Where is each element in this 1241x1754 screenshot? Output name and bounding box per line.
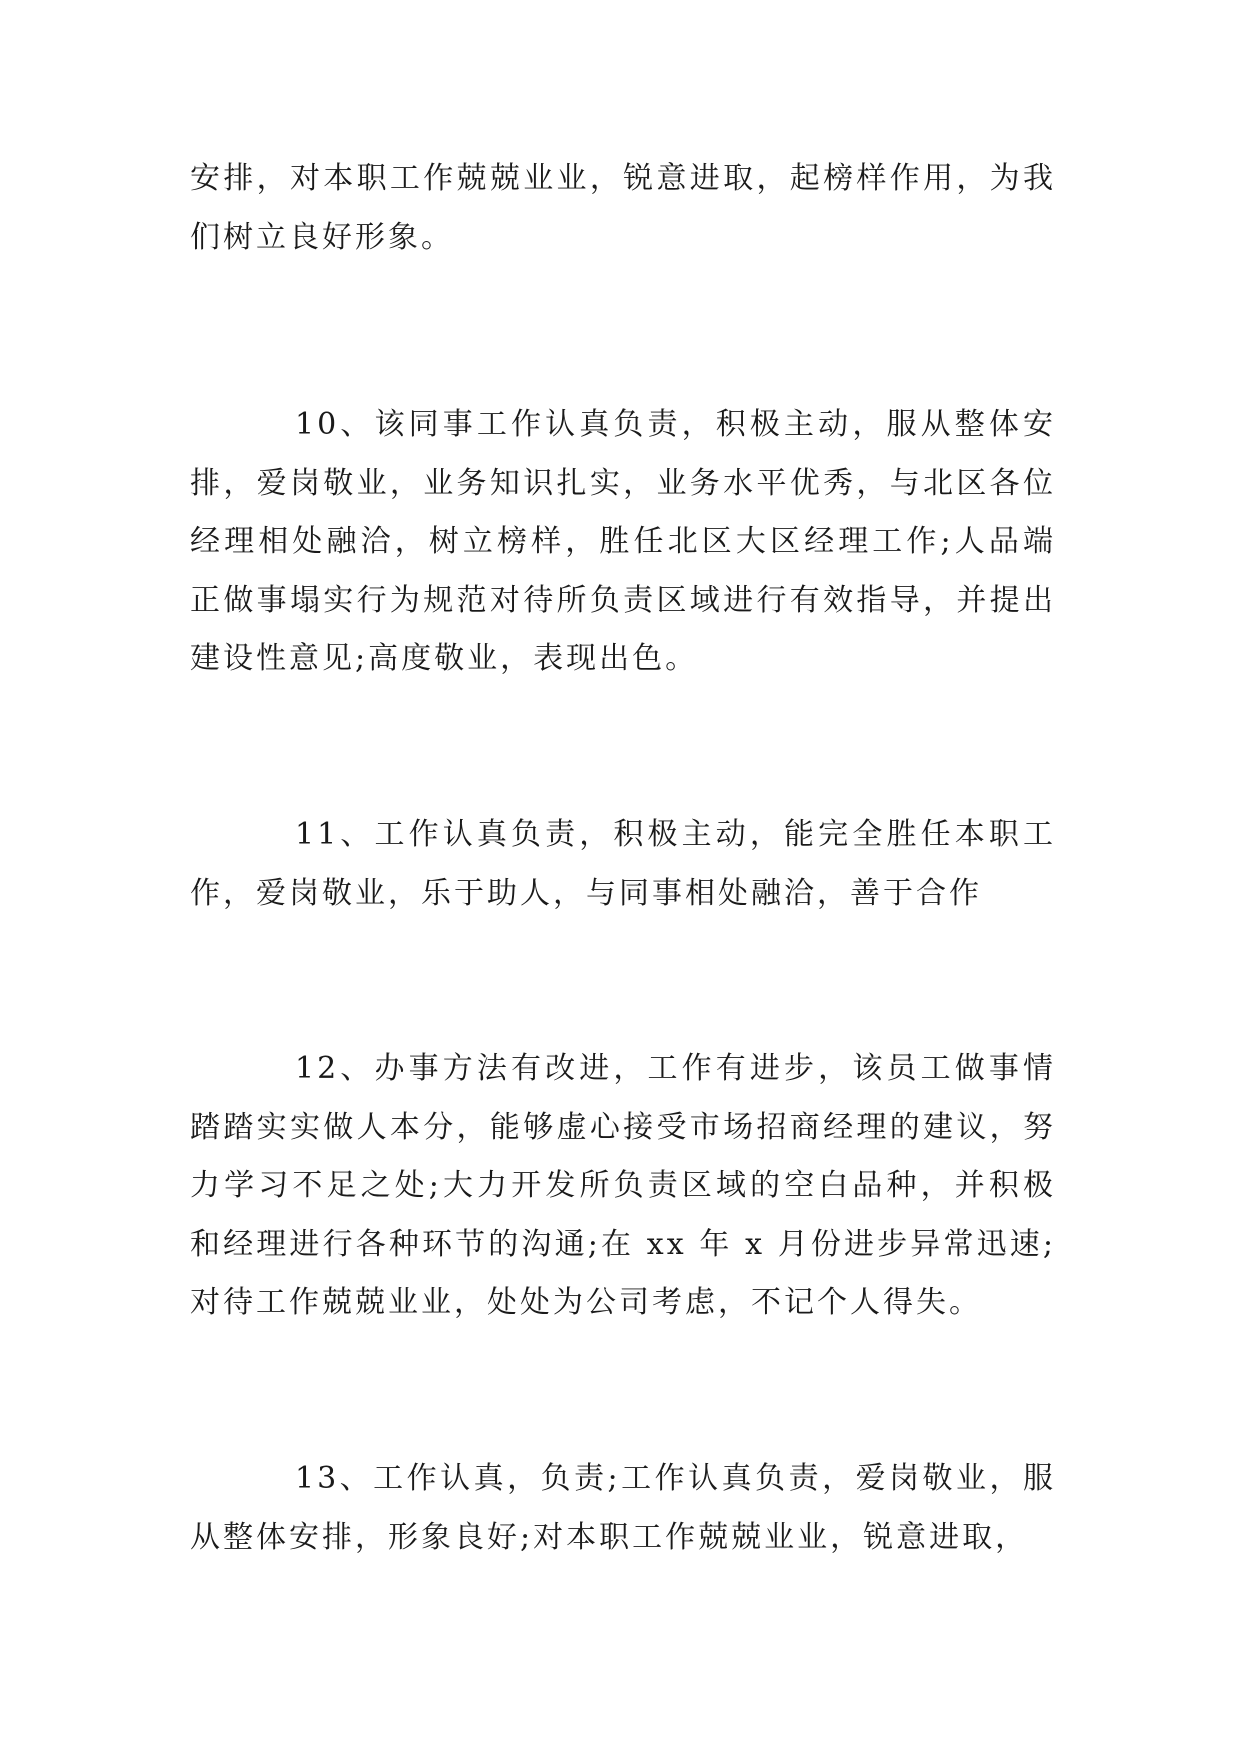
paragraph-item-12: 12、办事方法有改进，工作有进步，该员工做事情踏踏实实做人本分，能够虚心接受市场招商经理的建议，努力学习不足之处;大力开发所负责区域的空白品种，并积极和经理进行各种环节的沟通;在 xx 年 x 月份进步异常迅速;对待工作兢兢业业，处处为公司考虑，不记个人得失。 — [190, 1051, 1056, 1320]
paragraph-item-10: 10、该同事工作认真负责，积极主动，服从整体安排，爱岗敬业，业务知识扎实，业务水平优秀，与北区各位经理相处融洽，树立榜样，胜任北区大区经理工作;人品端正做事塌实行为规范对待所负责区域进行有效指导，并提出建设性意见;高度敬业，表现出色。 — [190, 407, 1056, 676]
paragraph-continuation: 安排，对本职工作兢兢业业，锐意进取，起榜样作用，为我们树立良好形象。 — [190, 161, 1056, 255]
paragraph-item-11: 11、工作认真负责，积极主动，能完全胜任本职工作，爱岗敬业，乐于助人，与同事相处融洽，善于合作 — [190, 817, 1056, 911]
paragraph-item-13: 13、工作认真，负责;工作认真负责，爱岗敬业，服从整体安排，形象良好;对本职工作兢兢业业，锐意进取， — [190, 1461, 1056, 1555]
